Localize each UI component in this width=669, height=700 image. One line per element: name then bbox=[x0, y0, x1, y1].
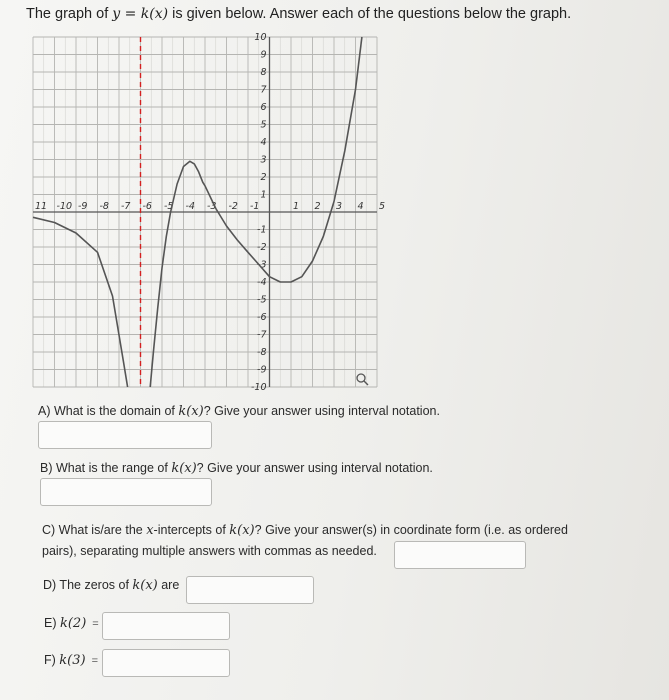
x-tick-label: -6 bbox=[142, 201, 152, 212]
x-tick-label: 3 bbox=[336, 201, 343, 212]
x-tick-label: -3 bbox=[207, 201, 217, 212]
x-tick-label: -2 bbox=[228, 201, 238, 212]
y-tick-label: 3 bbox=[260, 154, 267, 166]
y-tick-label: -1 bbox=[257, 224, 267, 236]
domain-input[interactable] bbox=[38, 421, 212, 449]
x-tick-label: -8 bbox=[99, 201, 109, 212]
y-tick-label: 8 bbox=[260, 67, 267, 78]
y-tick-label: -10 bbox=[250, 382, 267, 393]
y-tick-label: 2 bbox=[260, 172, 267, 183]
question-e: E) k(2) = bbox=[44, 616, 99, 631]
curve-segment bbox=[33, 217, 128, 387]
intro-text: The graph of y = k(x) is given below. Answer each of the questions below the graph. bbox=[26, 6, 572, 22]
y-tick-label: 5 bbox=[260, 119, 267, 131]
y-tick-label: 1 bbox=[260, 189, 267, 201]
curve-segment bbox=[150, 90, 355, 388]
y-tick-label: -7 bbox=[257, 329, 267, 341]
x-tick-label: -5 bbox=[164, 201, 174, 212]
x-tick-label: 4 bbox=[357, 201, 364, 212]
x-tick-label: -7 bbox=[121, 201, 131, 212]
question-d: D) The zeros of k(x) are bbox=[43, 578, 180, 593]
y-tick-label: -5 bbox=[257, 294, 267, 306]
k-of-3-input[interactable] bbox=[102, 649, 230, 677]
x-tick-label: -1 bbox=[250, 201, 260, 212]
x-tick-label: 1 bbox=[293, 201, 300, 212]
range-input[interactable] bbox=[40, 478, 212, 506]
y-tick-label: -8 bbox=[257, 347, 267, 358]
y-tick-label: -6 bbox=[257, 312, 267, 323]
y-tick-label: 9 bbox=[260, 49, 267, 61]
k-of-2-input[interactable] bbox=[102, 612, 230, 640]
curve-segment bbox=[356, 37, 362, 90]
question-f: F) k(3) = bbox=[44, 653, 99, 668]
x-tick-label: -10 bbox=[56, 201, 73, 212]
y-tick-label: -3 bbox=[257, 259, 267, 271]
x-tick-label: -9 bbox=[78, 201, 88, 212]
y-tick-label: 10 bbox=[254, 32, 267, 43]
y-tick-label: -2 bbox=[257, 242, 267, 253]
question-a: A) What is the domain of k(x)? Give your answer using interval notation. bbox=[38, 404, 440, 419]
question-b: B) What is the range of k(x)? Give your answer using interval notation. bbox=[40, 461, 433, 476]
x-tick-label: 5 bbox=[379, 201, 386, 212]
y-tick-label: 4 bbox=[260, 137, 267, 148]
question-c: C) What is/are the x-intercepts of k(x)? Give your answer(s) in coordinate form (i.e. as ordered bbox=[42, 523, 568, 538]
x-tick-label: 11 bbox=[35, 201, 48, 212]
y-tick-label: -9 bbox=[257, 364, 267, 376]
question-c-line2: pairs), separating multiple answers with commas as needed. bbox=[42, 544, 377, 558]
y-tick-label: 7 bbox=[260, 84, 267, 96]
y-tick-label: -4 bbox=[257, 277, 267, 288]
x-intercepts-input[interactable] bbox=[394, 541, 526, 569]
zeros-input[interactable] bbox=[186, 576, 314, 604]
magnifier-icon[interactable] bbox=[355, 372, 371, 388]
x-tick-label: 2 bbox=[314, 201, 321, 212]
x-tick-label: -4 bbox=[185, 201, 195, 212]
y-tick-label: 6 bbox=[260, 102, 267, 113]
function-graph bbox=[30, 32, 386, 393]
